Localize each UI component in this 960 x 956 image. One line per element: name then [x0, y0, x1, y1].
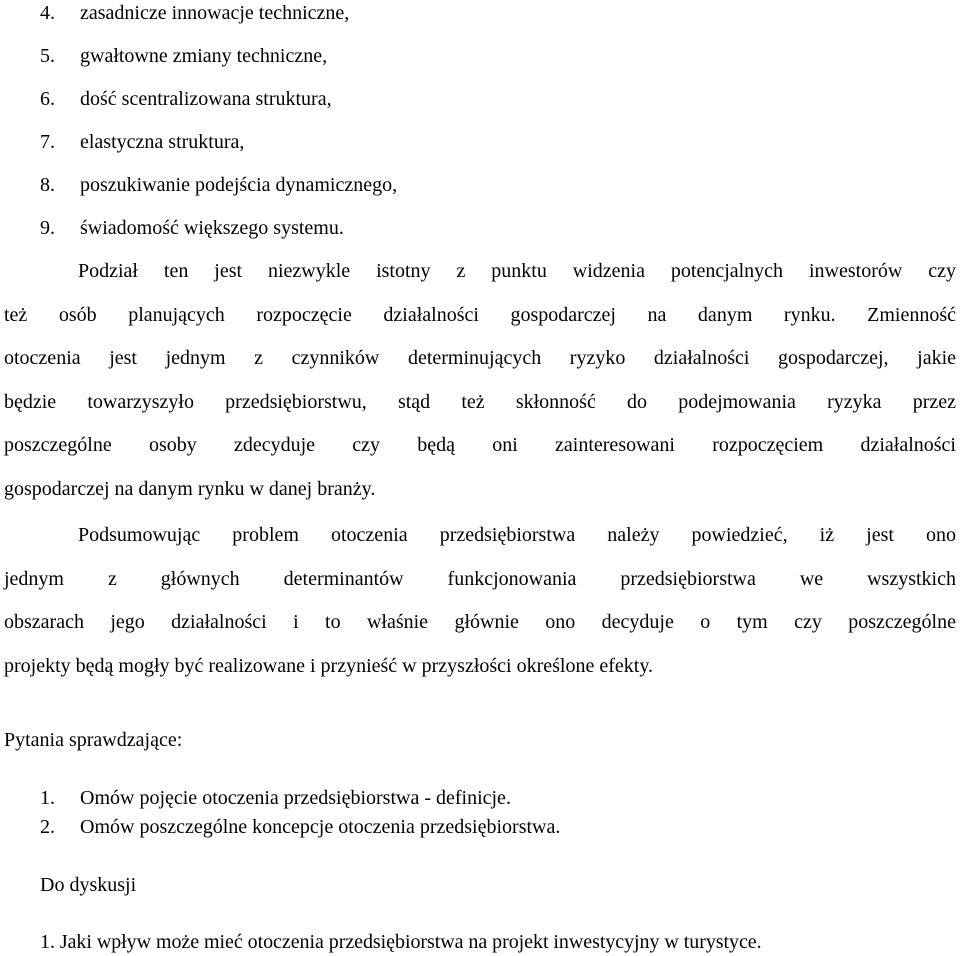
paragraph-line: jednym z głównych determinantów funkcjonowania przedsiębiorstwa we wszystkich	[4, 567, 956, 590]
list-item-number: 5.	[40, 45, 55, 67]
list-item	[40, 44, 327, 68]
list-item-number: 7.	[40, 131, 55, 153]
paragraph-line: Podsumowując problem otoczenia przedsiębiorstwa należy powiedzieć, iż jest ono	[78, 524, 956, 546]
paragraph-line: poszczególne osoby zdecyduje czy będą oni zainteresowani rozpoczęciem działalności	[4, 434, 956, 456]
question-item	[40, 815, 560, 839]
list-item	[40, 1, 349, 25]
list-item-text: gwałtowne zmiany techniczne,	[80, 45, 328, 67]
paragraph-line: otoczenia jest jednym z czynników determinujących ryzyko działalności gospodarczej, jakie	[4, 347, 956, 369]
discussion-item	[40, 930, 762, 954]
paragraph-line: też osób planujących rozpoczęcie działalności gospodarczej na danym rynku. Zmienność	[4, 303, 956, 326]
question-text: Omów poszczególne koncepcje otoczenia przedsiębiorstwa.	[80, 816, 561, 838]
list-item	[40, 87, 332, 111]
list-item-text: świadomość większego systemu.	[80, 217, 344, 239]
list-item-number: 6.	[40, 88, 55, 110]
paragraph-line: Podział ten jest niezwykle istotny z punktu widzenia potencjalnych inwestorów czy	[78, 260, 956, 282]
question-item	[40, 786, 511, 810]
list-item-text: poszukiwanie podejścia dynamicznego,	[80, 174, 398, 196]
discussion-text: Jaki wpływ może mieć otoczenia przedsiębiorstwa na projekt inwestycyjny w turystyce.	[59, 931, 762, 953]
discussion-number: 1.	[40, 931, 55, 953]
list-item-text: elastyczna struktura,	[80, 131, 245, 153]
questions-heading: Pytania sprawdzające:	[4, 729, 183, 751]
paragraph-line: projekty będą mogły być realizowane i przynieść w przyszłości określone efekty.	[4, 654, 654, 677]
list-item	[40, 216, 344, 240]
paragraph-line: gospodarczej na danym rynku w danej branży.	[4, 477, 376, 500]
list-item-text: zasadnicze innowacje techniczne,	[80, 2, 350, 24]
list-item	[40, 173, 397, 197]
list-item-number: 8.	[40, 174, 55, 196]
paragraph-summary	[4, 514, 956, 688]
discussion-heading: Do dyskusji	[40, 874, 137, 896]
paragraph-line: obszarach jego działalności i to właśnie głównie ono decyduje o tym czy poszczególne	[4, 611, 956, 633]
paragraph-environment-variability	[4, 250, 956, 511]
question-number: 1.	[40, 787, 55, 809]
question-number: 2.	[40, 816, 55, 838]
list-item	[40, 130, 244, 154]
paragraph-line: będzie towarzyszyło przedsiębiorstwu, stąd też skłonność do podejmowania ryzyka przez	[4, 390, 956, 413]
question-text: Omów pojęcie otoczenia przedsiębiorstwa - definicje.	[80, 787, 511, 809]
list-item-text: dość scentralizowana struktura,	[80, 88, 332, 110]
list-item-number: 9.	[40, 217, 55, 239]
list-item-number: 4.	[40, 2, 55, 24]
